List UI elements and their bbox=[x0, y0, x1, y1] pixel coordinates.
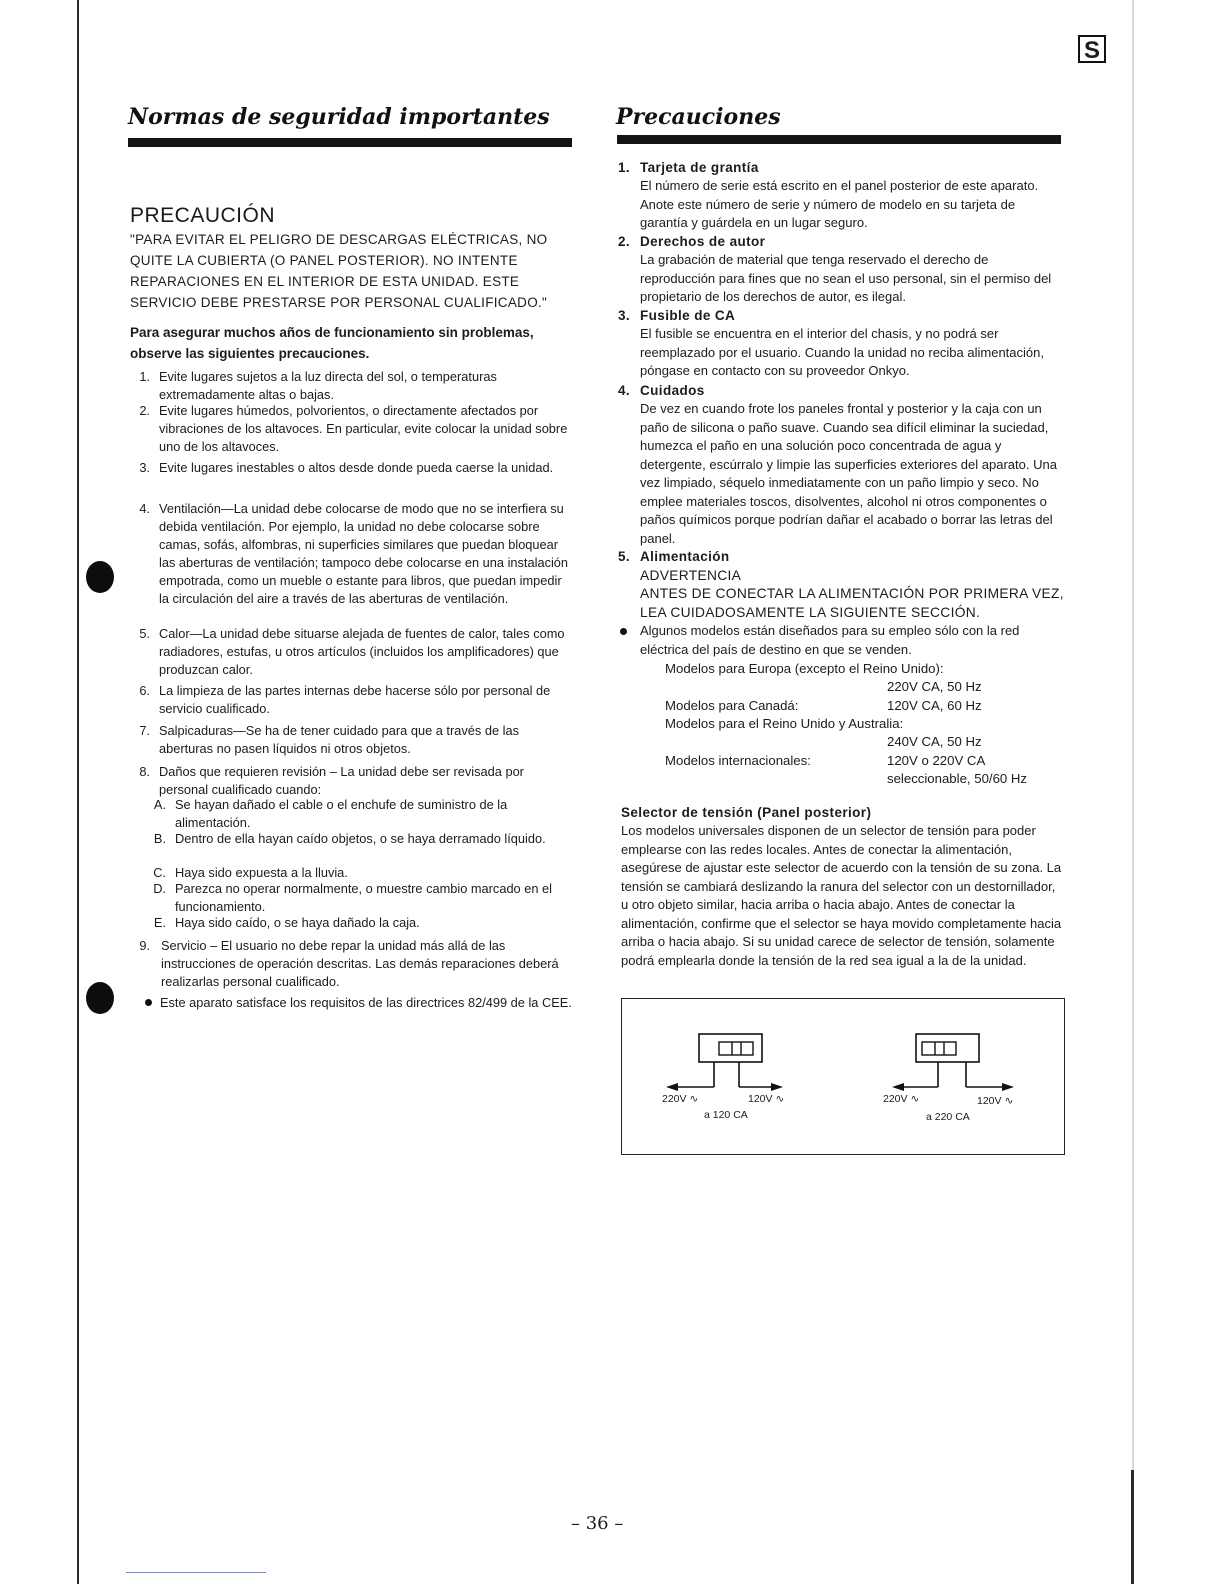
section-number: 1. bbox=[618, 160, 631, 175]
left-column-title: Normas de seguridad importantes bbox=[128, 104, 550, 130]
safety-intro: Para asegurar muchos años de funcionamiento sin problemas, observe las siguientes precauciones. bbox=[130, 325, 534, 361]
selector-switch-120 bbox=[666, 1034, 783, 1091]
section-title: Derechos de autor bbox=[640, 234, 766, 249]
section-number: 5. bbox=[618, 549, 631, 564]
cee-note: Este aparato satisface los requisitos de las directrices 82/499 de la CEE. bbox=[160, 995, 572, 1010]
left-caption: a 120 CA bbox=[704, 1109, 748, 1121]
section-number: 4. bbox=[618, 383, 631, 398]
bullet-icon bbox=[620, 628, 627, 635]
page-number: – 36 – bbox=[571, 1513, 624, 1534]
section-title: Tarjeta de grantía bbox=[640, 160, 759, 175]
section-number: 2. bbox=[618, 234, 631, 249]
item-letter: B. bbox=[153, 831, 166, 846]
voltage-selector-drawing bbox=[622, 999, 1063, 1153]
section-title: Cuidados bbox=[640, 383, 705, 398]
model-uk-value: 240V CA, 50 Hz bbox=[887, 734, 982, 749]
model-europe-value: 220V CA, 50 Hz bbox=[887, 679, 982, 694]
model-uk-label: Modelos para el Reino Unido y Australia: bbox=[665, 716, 904, 731]
item-number: 5. bbox=[139, 626, 150, 641]
page-edge-right bbox=[1132, 0, 1134, 1584]
item-text: Daños que requieren revisión – La unidad debe ser revisada por personal cualificado cuando: bbox=[159, 764, 524, 797]
item-text: Haya sido caído, o se haya dañado la caja. bbox=[175, 915, 420, 930]
selector-switch-220 bbox=[892, 1034, 1014, 1091]
model-canada-value: 120V CA, 60 Hz bbox=[887, 698, 982, 713]
item-text: Haya sido expuesta a la lluvia. bbox=[175, 865, 348, 880]
item-text: Se hayan dañado el cable o el enchufe de suministro de la alimentación. bbox=[175, 797, 508, 830]
power-bullet-text: Algunos modelos están diseñados para su empleo sólo con la red eléctrica del país de destino en que se venden. bbox=[640, 623, 1020, 657]
right-column-title: Precauciones bbox=[616, 104, 781, 130]
section-number: 3. bbox=[618, 308, 631, 323]
item-text: Evite lugares húmedos, polvorientos, o directamente afectados por vibraciones de los altavoces. En particular, evite colocar la unidad sobre uno de los altavoces. bbox=[159, 403, 568, 454]
left-high-voltage-label: 120V ∿ bbox=[748, 1093, 785, 1105]
left-low-voltage-label: 220V ∿ bbox=[662, 1093, 699, 1105]
item-text: Evite lugares inestables o altos desde donde pueda caerse la unidad. bbox=[159, 460, 554, 475]
item-number: 4. bbox=[139, 501, 150, 516]
model-intl-label: Modelos internacionales: bbox=[665, 753, 811, 768]
item-text: La limpieza de las partes internas debe hacerse sólo por personal de servicio cualificado. bbox=[159, 683, 551, 716]
model-intl-value: 120V o 220V CA bbox=[887, 753, 986, 768]
item-number: 1. bbox=[139, 369, 150, 384]
section-text-2: La grabación de material que tenga reservado el derecho de reproducción para fines que no sean el uso personal, sin el permiso del propietario de los derechos de autor, es ilegal. bbox=[640, 252, 1052, 304]
item-text: Ventilación—La unidad debe colocarse de modo que no se interfiera su debida ventilación. Por ejemplo, la unidad no debe colocarse sobre camas, sofás, alfombras, ni superficies similares que puedan bloquear las aberturas de ventilación; tampoco debe colocarse en una instalación empotrada, como un mueble o estante para libros, que puedan impedir la circulación del aire a través de las aberturas de ventilación. bbox=[159, 501, 569, 606]
model-europe-label: Modelos para Europa (excepto el Reino Unido): bbox=[665, 661, 944, 676]
model-intl-value-2: seleccionable, 50/60 Hz bbox=[887, 771, 1028, 786]
section-text-1: El número de serie está escrito en el panel posterior de este aparato. Anote este número de serie y número de modelo en su tarjeta de garantía y guárdela en un lugar seguro. bbox=[640, 178, 1039, 230]
section-title: Alimentación bbox=[640, 549, 730, 564]
warning-heading: PRECAUCIÓN bbox=[130, 204, 276, 227]
item-text: Salpicaduras—Se ha de tener cuidado para que a través de las aberturas no pasen líquidos ni otros objetos. bbox=[159, 723, 519, 756]
section-text-4: De vez en cuando frote los paneles frontal y posterior y la caja con un paño de silicona o paño suave. Cuando sea difícil eliminar la suciedad, humezca el paño en una solución poco concentrada de agua y detergente, escúrralo y limpie las superficies exteriores del aparato. Una vez limpiado, séquelo inmediatamente con un paño limpio y seco. No emplee materiales toscos, disolventes, alcohol ni otros componentes o paños químicos porque podrían dañar el acabado o borrar las letras del panel. bbox=[640, 401, 1057, 546]
voltage-selector-diagram bbox=[621, 998, 1065, 1155]
item-number: 2. bbox=[139, 403, 150, 418]
item-text: Parezca no operar normalmente, o muestre cambio marcado en el funcionamiento. bbox=[175, 881, 552, 914]
section-title: Fusible de CA bbox=[640, 308, 736, 323]
selector-text: Los modelos universales disponen de un selector de tensión para poder emplearse con las redes locales. Antes de conectar la alimentación, asegúrese de ajustar este selector de acuerdo con la tensión de su zona. La tensión se cambiará deslizando la ranura del selector con un destornillador, u otro objeto similar, hacia arriba o hacia abajo. Antes de conectar la alimentación, confirme que el selector se haya movido completamente hacia arriba o hacia abajo. Si su unidad carece de selector de tensión, solamente podrá emplearla donde la tensión de la red sea igual a la de la unidad. bbox=[621, 823, 1062, 968]
left-title-rule bbox=[128, 138, 572, 147]
item-letter: E. bbox=[153, 915, 166, 930]
item-text: Calor—La unidad debe situarse alejada de fuentes de calor, tales como radiadores, estufas, u otros artículos (incluidos los amplificadores) que produzcan calor. bbox=[159, 626, 565, 677]
item-number: 3. bbox=[139, 460, 150, 475]
section-text-3: El fusible se encuentra en el interior del chasis, y no podrá ser reemplazado por el usuario. Cuando la unidad no reciba alimentación, póngase en contacto con su proveedor Onkyo. bbox=[640, 326, 1044, 378]
item-letter: C. bbox=[153, 865, 166, 880]
power-warning-text: ANTES DE CONECTAR LA ALIMENTACIÓN POR PRIMERA VEZ, LEA CUIDADOSAMENTE LA SIGUIENTE SECCIÓN. bbox=[640, 586, 1064, 620]
item-number: 8. bbox=[139, 764, 150, 779]
selector-heading: Selector de tensión (Panel posterior) bbox=[621, 805, 872, 820]
bottom-link-mark bbox=[126, 1572, 266, 1573]
binder-hole-icon bbox=[86, 561, 114, 593]
page-edge-left bbox=[77, 0, 79, 1584]
item-text: Dentro de ella hayan caído objetos, o se haya derramado líquido. bbox=[175, 831, 546, 846]
right-low-voltage-label: 220V ∿ bbox=[883, 1093, 920, 1105]
item-number: 7. bbox=[139, 723, 150, 738]
right-caption: a 220 CA bbox=[926, 1111, 970, 1123]
item-text: Evite lugares sujetos a la luz directa del sol, o temperaturas extremadamente altas o bajas. bbox=[159, 369, 497, 402]
right-title-rule bbox=[617, 135, 1061, 144]
power-warning-label: ADVERTENCIA bbox=[640, 568, 742, 583]
language-badge: S bbox=[1078, 35, 1106, 63]
bullet-icon bbox=[145, 999, 152, 1006]
page-edge-right-bottom bbox=[1131, 1470, 1134, 1584]
binder-hole-icon bbox=[86, 982, 114, 1014]
model-canada-label: Modelos para Canadá: bbox=[665, 698, 799, 713]
item-number: 6. bbox=[139, 683, 150, 698]
item-letter: A. bbox=[153, 797, 166, 812]
item-letter: D. bbox=[153, 881, 166, 896]
item-text: Servicio – El usuario no debe repar la unidad más allá de las instrucciones de operación descritas. Las demás reparaciones deberá realizarlas personal cualificado. bbox=[161, 938, 559, 989]
warning-text: "PARA EVITAR EL PELIGRO DE DESCARGAS ELÉCTRICAS, NO QUITE LA CUBIERTA (O PANEL POSTERIOR). NO INTENTE REPARACIONES EN EL INTERIOR DE ESTA UNIDAD. ESTE SERVICIO DEBE PRESTARSE POR PERSONAL CUALIFICADO." bbox=[130, 232, 548, 310]
item-number: 9. bbox=[139, 938, 150, 953]
right-high-voltage-label: 120V ∿ bbox=[977, 1095, 1014, 1107]
